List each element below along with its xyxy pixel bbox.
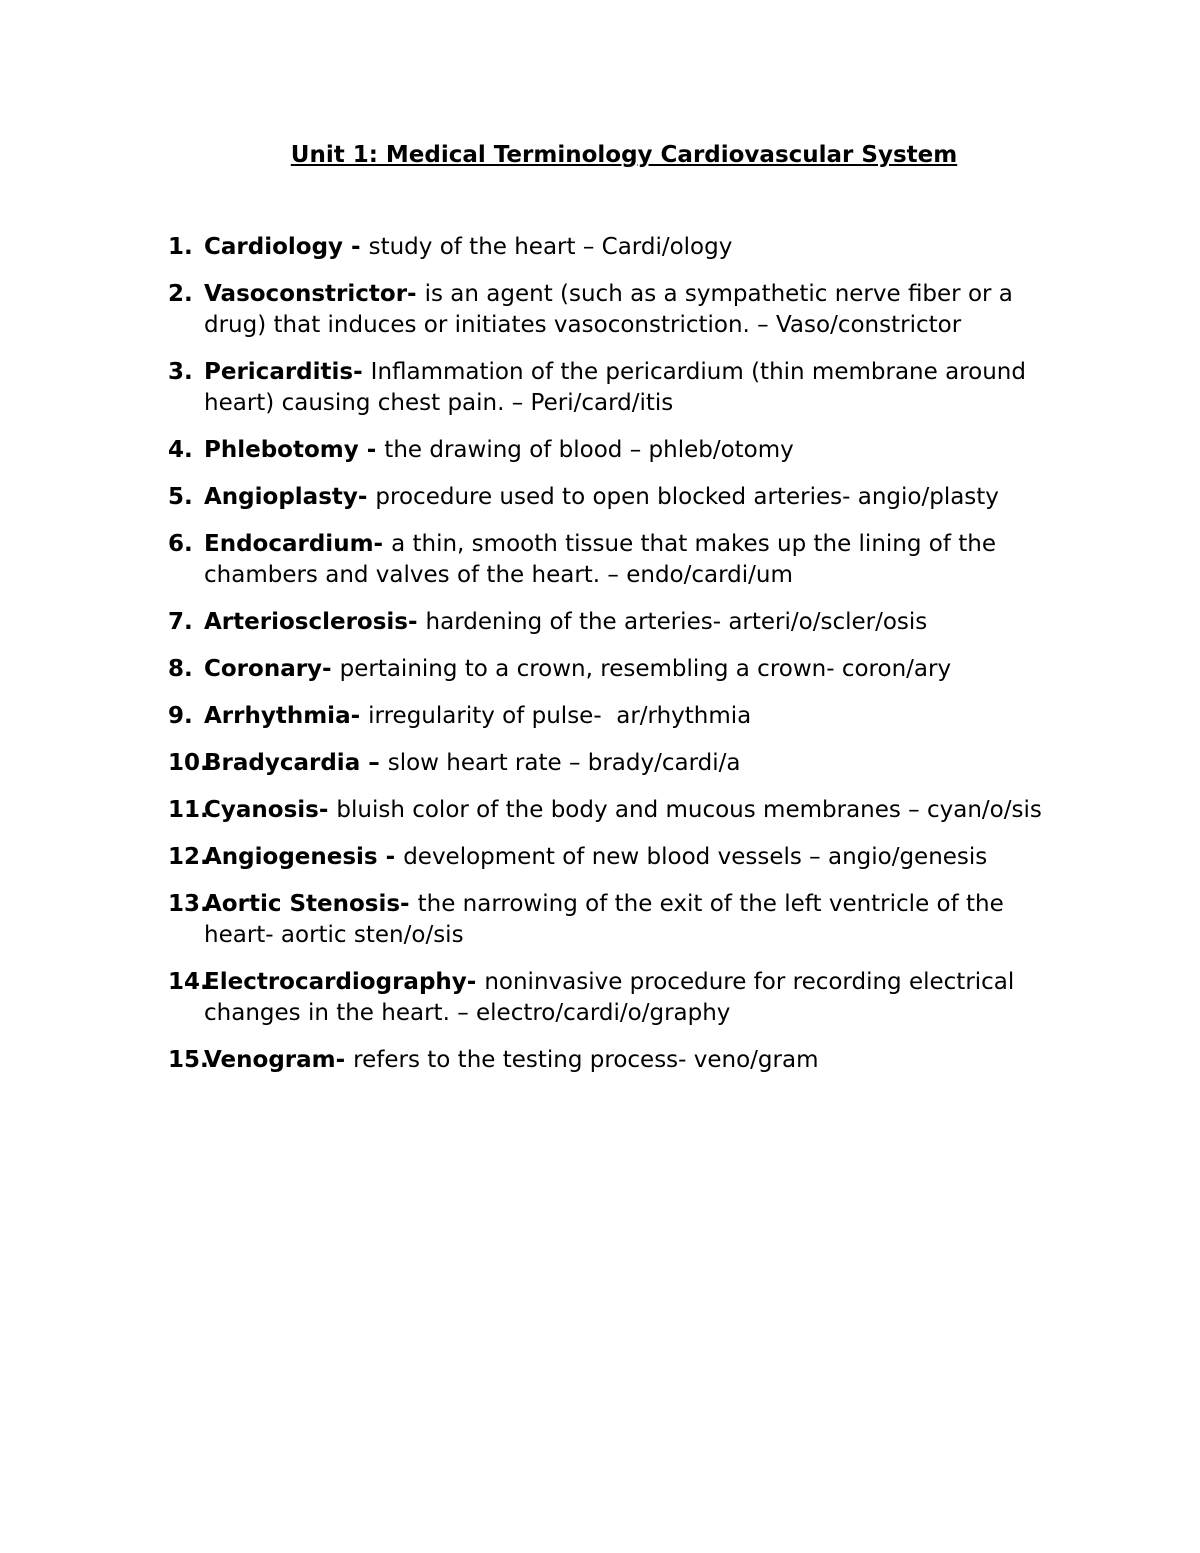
term-entry — [204, 529, 1068, 591]
term-definition: procedure used to open blocked arteries- angio/plasty — [375, 484, 999, 510]
term-number: 3. — [168, 359, 193, 385]
term-name: Bradycardia – — [204, 750, 388, 776]
term-number: 14. — [168, 969, 209, 995]
term-definition: Inflammation of the pericardium (thin membrane around heart) causing chest pain. – Peri/card/itis — [204, 359, 1026, 416]
list-item — [168, 654, 1068, 685]
term-definition: study of the heart – Cardi/ology — [368, 234, 733, 260]
term-definition: is an agent (such as a sympathetic nerve fiber or a drug) that induces or initiates vasoconstriction. – Vaso/constrictor — [204, 281, 1013, 338]
term-name: Angioplasty- — [204, 484, 376, 510]
term-entry — [204, 889, 1068, 951]
term-number: 13. — [168, 891, 209, 917]
term-entry — [204, 1045, 1068, 1076]
term-definition: development of new blood vessels – angio/genesis — [403, 844, 988, 870]
list-item — [168, 482, 1068, 513]
list-item — [168, 529, 1068, 591]
term-number: 11. — [168, 797, 209, 823]
term-name: Endocardium- — [204, 531, 392, 557]
term-entry — [204, 795, 1068, 826]
term-entry — [204, 607, 1068, 638]
list-item — [168, 279, 1068, 341]
term-name: Venogram- — [204, 1047, 354, 1073]
term-number: 9. — [168, 703, 193, 729]
term-name: Arrhythmia- — [204, 703, 369, 729]
term-definition: a thin, smooth tissue that makes up the lining of the chambers and valves of the heart. – endo/cardi/um — [204, 531, 997, 588]
term-number: 15. — [168, 1047, 209, 1073]
term-number: 1. — [168, 234, 193, 260]
term-entry — [204, 482, 1068, 513]
list-item — [168, 748, 1068, 779]
term-name: Arteriosclerosis- — [204, 609, 426, 635]
term-number: 2. — [168, 281, 193, 307]
term-entry — [204, 357, 1068, 419]
term-definition: refers to the testing process- veno/gram — [353, 1047, 819, 1073]
term-number: 12. — [168, 844, 209, 870]
term-name: Angiogenesis - — [204, 844, 404, 870]
term-definition: slow heart rate – brady/cardi/a — [387, 750, 741, 776]
list-item — [168, 889, 1068, 951]
term-name: Aortic Stenosis- — [204, 891, 418, 917]
term-entry — [204, 435, 1068, 466]
list-item — [168, 701, 1068, 732]
term-definition: irregularity of pulse- ar/rhythmia — [368, 703, 752, 729]
term-name: Vasoconstrictor- — [204, 281, 425, 307]
term-definition: pertaining to a crown, resembling a crown- coron/ary — [339, 656, 952, 682]
term-name: Coronary- — [204, 656, 340, 682]
term-list — [168, 232, 1068, 1092]
term-number: 7. — [168, 609, 193, 635]
list-item — [168, 967, 1068, 1029]
list-item — [168, 607, 1068, 638]
list-item — [168, 435, 1068, 466]
list-item — [168, 1045, 1068, 1076]
term-name: Cardiology - — [204, 234, 369, 260]
list-item — [168, 232, 1068, 263]
term-number: 10. — [168, 750, 209, 776]
list-item — [168, 795, 1068, 826]
term-entry — [204, 967, 1068, 1029]
term-entry — [204, 279, 1068, 341]
term-entry — [204, 748, 1068, 779]
term-definition: bluish color of the body and mucous membranes – cyan/o/sis — [336, 797, 1042, 823]
list-item — [168, 357, 1068, 419]
term-number: 4. — [168, 437, 193, 463]
term-entry — [204, 842, 1068, 873]
term-definition: the drawing of blood – phleb/otomy — [384, 437, 794, 463]
term-number: 8. — [168, 656, 193, 682]
term-number: 6. — [168, 531, 193, 557]
term-name: Cyanosis- — [204, 797, 337, 823]
list-item — [168, 842, 1068, 873]
term-entry — [204, 701, 1068, 732]
term-entry — [204, 654, 1068, 685]
term-name: Phlebotomy - — [204, 437, 385, 463]
term-entry — [204, 232, 1068, 263]
term-number: 5. — [168, 484, 193, 510]
term-name: Pericarditis- — [204, 359, 371, 385]
term-definition: the narrowing of the exit of the left ventricle of the heart- aortic sten/o/sis — [204, 891, 1004, 948]
document-title: Unit 1: Medical Terminology Cardiovascular System — [290, 142, 958, 168]
term-definition: noninvasive procedure for recording electrical changes in the heart. – electro/cardi/o/graphy — [204, 969, 1015, 1026]
term-name: Electrocardiography- — [204, 969, 485, 995]
term-definition: hardening of the arteries- arteri/o/scler/osis — [425, 609, 928, 635]
